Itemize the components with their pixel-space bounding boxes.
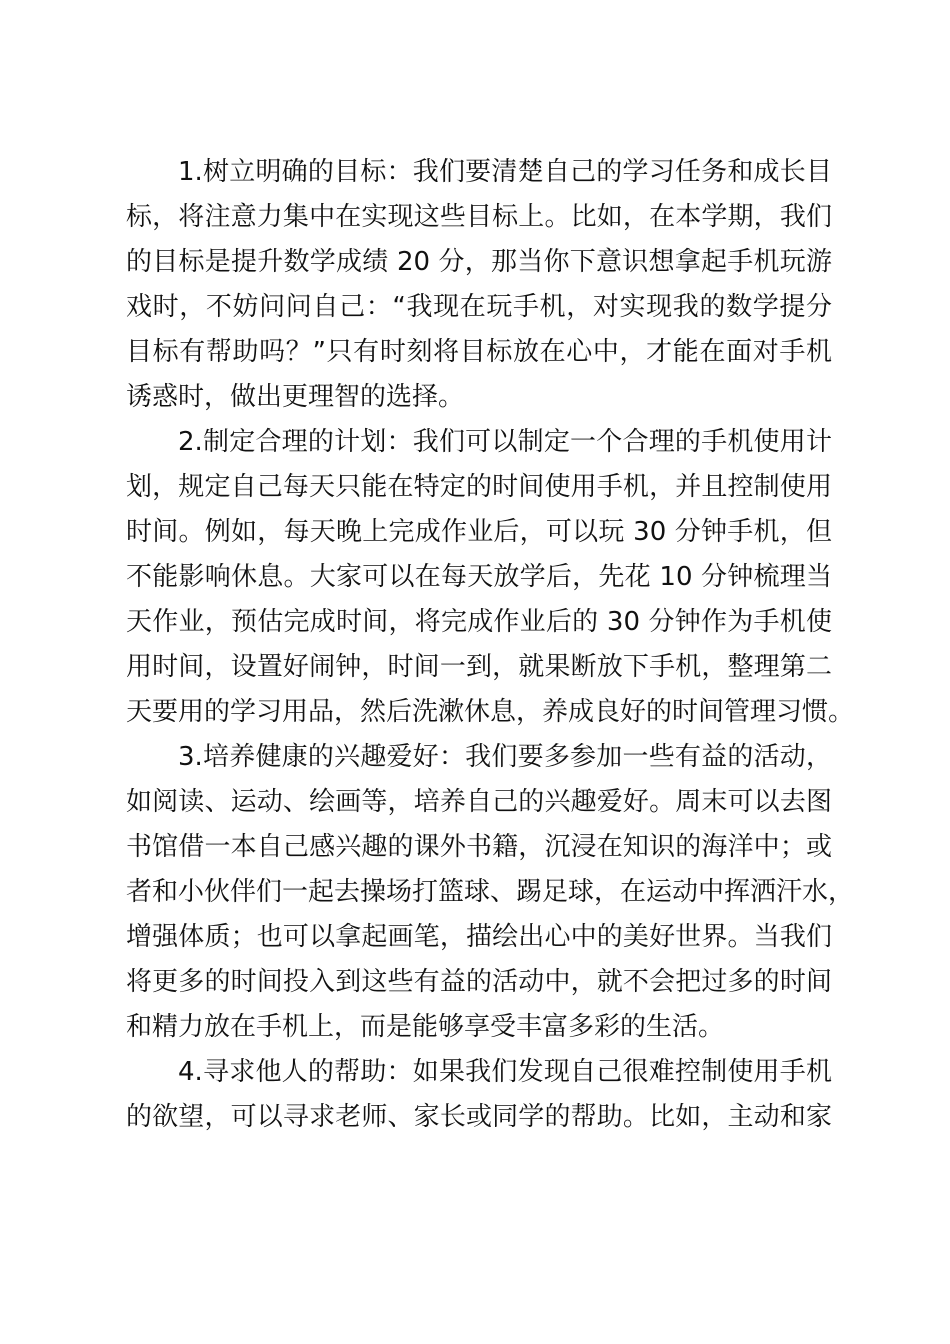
text-line: 时间。例如，每天晚上完成作业后，可以玩 30 分钟手机，但 — [126, 517, 832, 547]
text-line: 者和小伙伴们一起去操场打篮球、踢足球，在运动中挥洒汗水， — [126, 877, 855, 907]
text-line: 的欲望，可以寻求老师、家长或同学的帮助。比如，主动和家 — [126, 1102, 832, 1132]
text-line: 用时间，设置好闹钟，时间一到，就果断放下手机，整理第二 — [126, 652, 832, 682]
text-line: 标，将注意力集中在实现这些目标上。比如，在本学期，我们 — [126, 202, 832, 232]
text-line: 4.寻求他人的帮助：如果我们发现自己很难控制使用手机 — [178, 1057, 832, 1087]
text-line: 2.制定合理的计划：我们可以制定一个合理的手机使用计 — [178, 427, 832, 457]
text-line: 不能影响休息。大家可以在每天放学后，先花 10 分钟梳理当 — [126, 562, 832, 592]
text-line: 如阅读、运动、绘画等，培养自己的兴趣爱好。周末可以去图 — [126, 787, 832, 817]
text-line: 目标有帮助吗？”只有时刻将目标放在心中，才能在面对手机 — [126, 337, 832, 367]
text-line: 天作业，预估完成时间，将完成作业后的 30 分钟作为手机使 — [126, 607, 832, 637]
text-line: 和精力放在手机上，而是能够享受丰富多彩的生活。 — [126, 1012, 725, 1042]
paragraph-hobbies — [126, 735, 855, 1050]
text-line: 将更多的时间投入到这些有益的活动中，就不会把过多的时间 — [126, 967, 832, 997]
text-line: 书馆借一本自己感兴趣的课外书籍，沉浸在知识的海洋中；或 — [126, 832, 832, 862]
paragraph-plan — [126, 420, 855, 735]
text-line: 戏时，不妨问问自己：“我现在玩手机，对实现我的数学提分 — [126, 292, 832, 322]
document-body — [126, 150, 855, 1140]
text-line: 天要用的学习用品，然后洗漱休息，养成良好的时间管理习惯。 — [126, 697, 855, 727]
text-line: 的目标是提升数学成绩 20 分，那当你下意识想拿起手机玩游 — [126, 247, 832, 277]
paragraph-goal — [126, 150, 832, 420]
text-line: 3.培养健康的兴趣爱好：我们要多参加一些有益的活动， — [178, 742, 832, 772]
text-line: 增强体质；也可以拿起画笔，描绘出心中的美好世界。当我们 — [126, 922, 832, 952]
text-line: 划，规定自己每天只能在特定的时间使用手机，并且控制使用 — [126, 472, 832, 502]
text-line: 1.树立明确的目标：我们要清楚自己的学习任务和成长目 — [178, 157, 832, 187]
text-line: 诱惑时，做出更理智的选择。 — [126, 382, 465, 412]
paragraph-help — [126, 1050, 832, 1140]
